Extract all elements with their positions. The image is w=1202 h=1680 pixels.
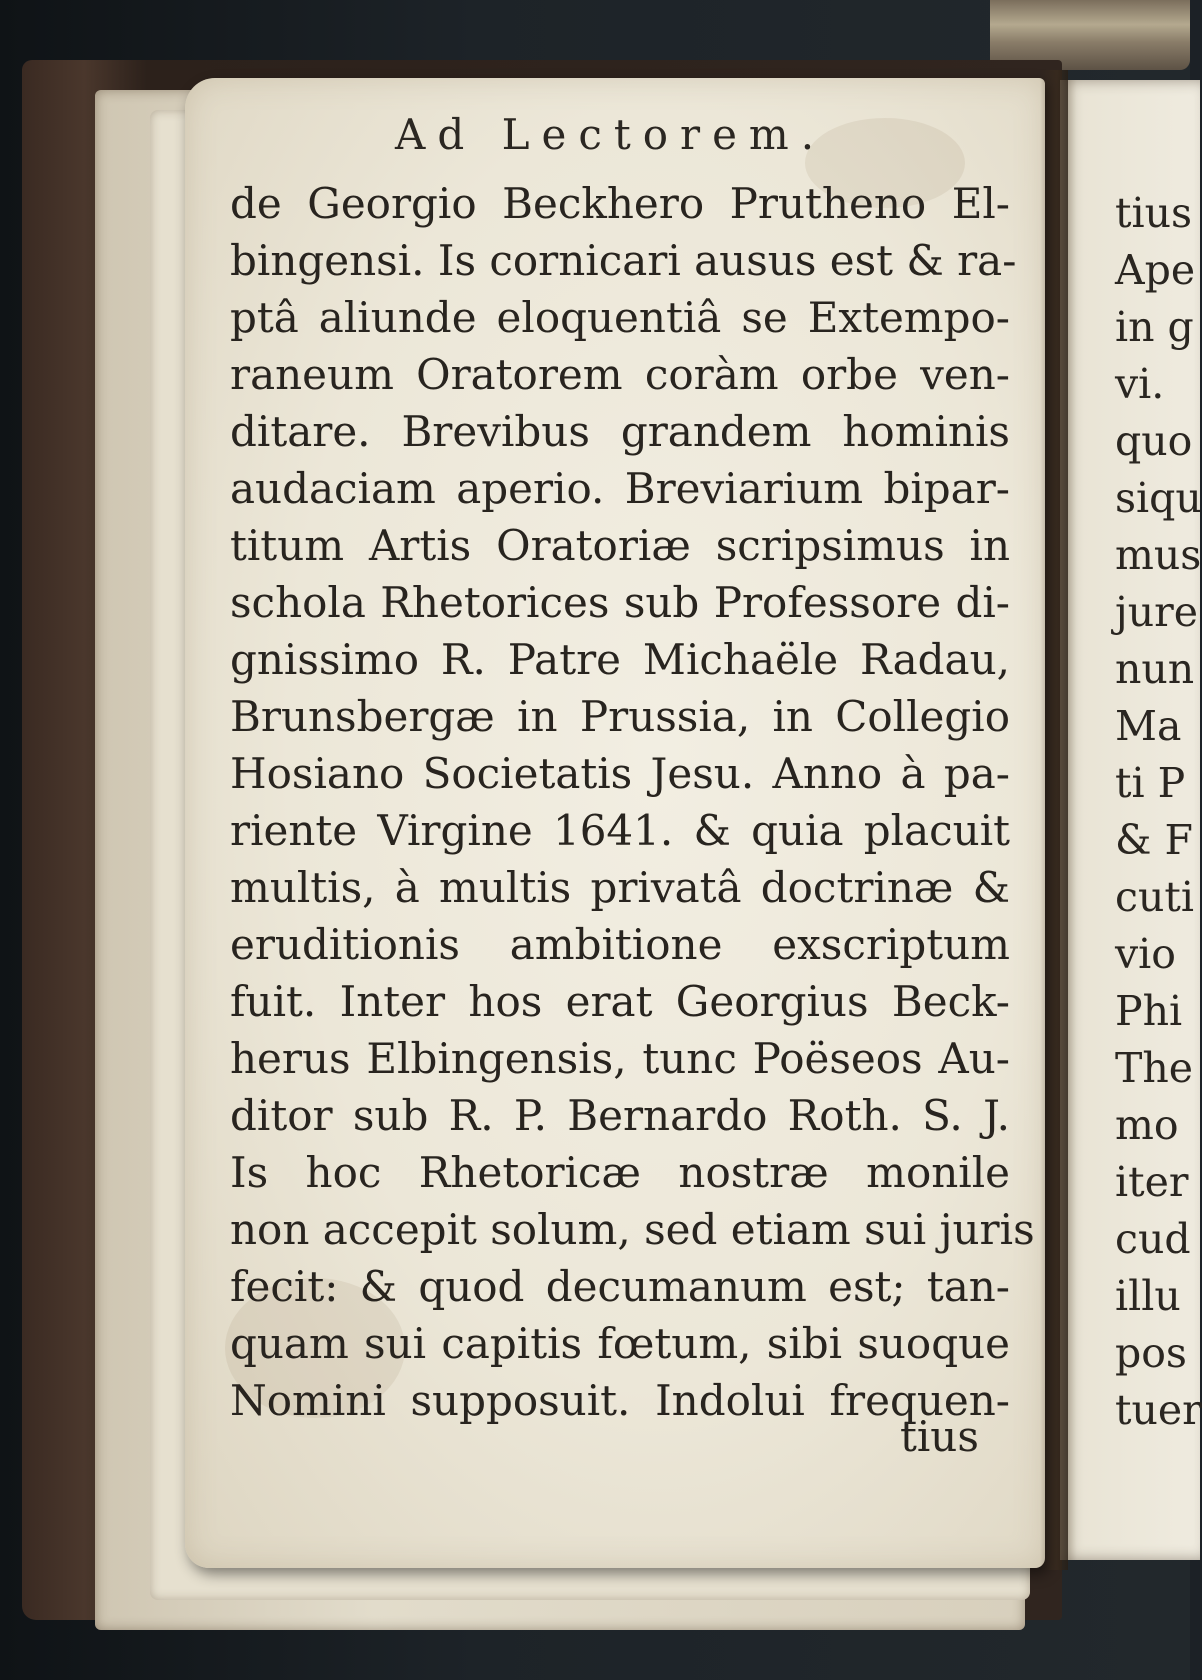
- text-line: eruditionis ambitione exscriptum: [230, 920, 1010, 969]
- facing-page-line: & F: [1115, 816, 1193, 864]
- facing-page-line: nun: [1115, 645, 1195, 693]
- facing-page-line: vio: [1115, 930, 1176, 978]
- facing-page-line: Ape: [1115, 246, 1196, 294]
- text-line: schola Rhetorices sub Professore di-: [230, 578, 1010, 627]
- running-head: Ad Lectorem.: [395, 110, 827, 159]
- text-line: Hosiano Societatis Jesu. Anno à pa-: [230, 749, 1010, 798]
- text-line: herus Elbingensis, tunc Poëseos Au-: [230, 1034, 1010, 1083]
- facing-page-text: [1115, 185, 1202, 1439]
- text-line: Is hoc Rhetoricæ nostræ monile: [230, 1148, 1010, 1197]
- facing-page-line: tius: [1115, 189, 1193, 237]
- facing-page-line: siqu: [1115, 474, 1202, 522]
- facing-page-line: mo: [1115, 1101, 1179, 1149]
- text-line: de Georgio Beckhero Prutheno El-: [230, 179, 1010, 228]
- facing-page-line: ti P: [1115, 759, 1186, 807]
- facing-page-line: jure: [1115, 588, 1198, 636]
- facing-page-line: Phi: [1115, 987, 1183, 1035]
- text-line: non accepit solum, sed etiam sui juris: [230, 1205, 1035, 1254]
- facing-page-line: cuti: [1115, 873, 1194, 921]
- text-line: fecit: & quod decumanum est; tan-: [230, 1262, 1010, 1311]
- text-line: Brunsbergæ in Prussia, in Collegio: [230, 692, 1010, 741]
- text-line: audaciam aperio. Breviarium bipar-: [230, 464, 1010, 513]
- catchword: tius: [900, 1412, 979, 1461]
- text-line: bingensi. Is cornicari ausus est & ra-: [230, 236, 1017, 285]
- facing-page-line: cud: [1115, 1215, 1191, 1263]
- text-line: quam sui capitis fœtum, sibi suoque: [230, 1319, 1010, 1368]
- text-line: gnissimo R. Patre Michaële Radau,: [230, 635, 1010, 684]
- text-line: ditor sub R. P. Bernardo Roth. S. J.: [230, 1091, 1010, 1140]
- facing-page-line: illu: [1115, 1272, 1181, 1320]
- facing-page-line: tuer: [1115, 1386, 1202, 1434]
- facing-page-line: vi.: [1115, 360, 1165, 408]
- text-line: riente Virgine 1641. & quia placuit: [230, 806, 1010, 855]
- text-line: Nomini supposuit. Indolui frequen-: [230, 1376, 1010, 1425]
- facing-page-line: Ma: [1115, 702, 1182, 750]
- text-line: ptâ aliunde eloquentiâ se Extempo-: [230, 293, 1010, 342]
- text-line: multis, à multis privatâ doctrinæ &: [230, 863, 1010, 912]
- facing-page-line: The: [1115, 1044, 1194, 1092]
- facing-page-line: quo: [1115, 417, 1193, 465]
- text-line: titum Artis Oratoriæ scripsimus in: [230, 521, 1010, 570]
- text-line: raneum Oratorem coràm orbe ven-: [230, 350, 1010, 399]
- facing-page-line: iter: [1115, 1158, 1189, 1206]
- spine-gutter: [1040, 70, 1068, 1570]
- facing-page-line: mus: [1115, 531, 1202, 579]
- text-line: fuit. Inter hos erat Georgius Beck-: [230, 977, 1010, 1026]
- body-text: [230, 175, 1035, 1429]
- text-line: ditare. Brevibus grandem hominis: [230, 407, 1010, 456]
- facing-page-line: in g: [1115, 303, 1194, 351]
- facing-page-line: pos: [1115, 1329, 1187, 1377]
